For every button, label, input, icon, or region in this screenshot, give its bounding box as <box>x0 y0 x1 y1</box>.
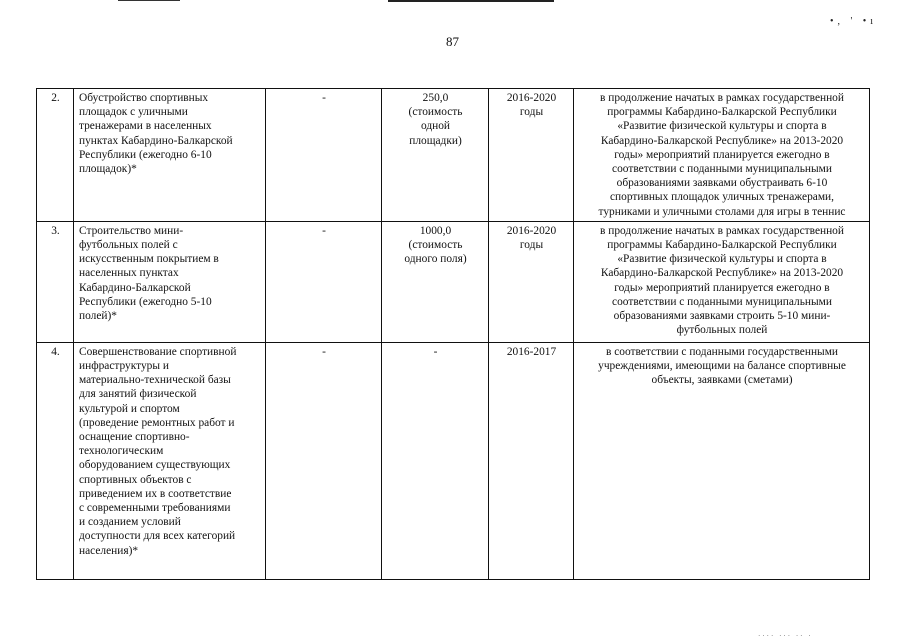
page-number: 87 <box>446 34 459 49</box>
source-cell: - <box>266 221 382 342</box>
note-cell: в продолжение начатых в рамках государственной программы Кабардино-Балкарской Республики «Развитие физической культуры и спорта в Кабардино-Балкарской Республике» на 2013-2020 годы» мероприятий планируется ежегодно в соответствии с поданными муниципальными образованиями заявками обустраивать 6-10 спортивных площадок уличных тренажерами, турниками и уличными столами для игры в теннис <box>574 89 870 222</box>
period-cell: 2016-2017 <box>489 342 574 579</box>
measure-name: Обустройство спортивных площадок с уличными тренажерами в населенных пунктах Кабардино-Балкарской Республики (ежегодно 6-10 площадок)* <box>74 89 266 222</box>
measures-table <box>36 88 870 580</box>
table-row <box>37 221 870 342</box>
row-number: 2. <box>37 89 74 222</box>
note-cell: в продолжение начатых в рамках государственной программы Кабардино-Балкарской Республики «Развитие физической культуры и спорта в Кабардино-Балкарской Республике» на 2013-2020 годы» мероприятий планируется ежегодно в соответствии с поданными муниципальными образованиями заявками строить 5-10 мини- футбольных полей <box>574 221 870 342</box>
measure-name: Строительство мини- футбольных полей с искусственным покрытием в населенных пунктах Кабардино-Балкарской Республики (ежегодно 5-10 полей)* <box>74 221 266 342</box>
amount-cell: - <box>382 342 489 579</box>
top-scan-line-left <box>118 0 180 1</box>
table-row <box>37 342 870 579</box>
measure-name: Совершенствование спортивной инфраструктуры и материально-технической базы для занятий физической культурой и спортом (проведение ремонтных работ и оснащение спортивно- технологическим оборудованием существующих спортивных объектов с приведением их в соответствие с современными требованиями и созданием условий доступности для всех категорий населения)* <box>74 342 266 579</box>
amount-cell: 250,0 (стоимость одной площадки) <box>382 89 489 222</box>
table-row <box>37 89 870 222</box>
top-scan-line-right <box>388 0 554 2</box>
source-cell: - <box>266 89 382 222</box>
corner-scan-marks: •, ' •ı <box>830 16 878 27</box>
row-number: 3. <box>37 221 74 342</box>
note-cell: в соответствии с поданными государственными учреждениями, имеющими на балансе спортивные объекты, заявками (сметами) <box>574 342 870 579</box>
bottom-scan-marks: ···· ··· ·· · <box>758 632 813 640</box>
period-cell: 2016-2020 годы <box>489 221 574 342</box>
row-number: 4. <box>37 342 74 579</box>
period-cell: 2016-2020 годы <box>489 89 574 222</box>
source-cell: - <box>266 342 382 579</box>
amount-cell: 1000,0 (стоимость одного поля) <box>382 221 489 342</box>
